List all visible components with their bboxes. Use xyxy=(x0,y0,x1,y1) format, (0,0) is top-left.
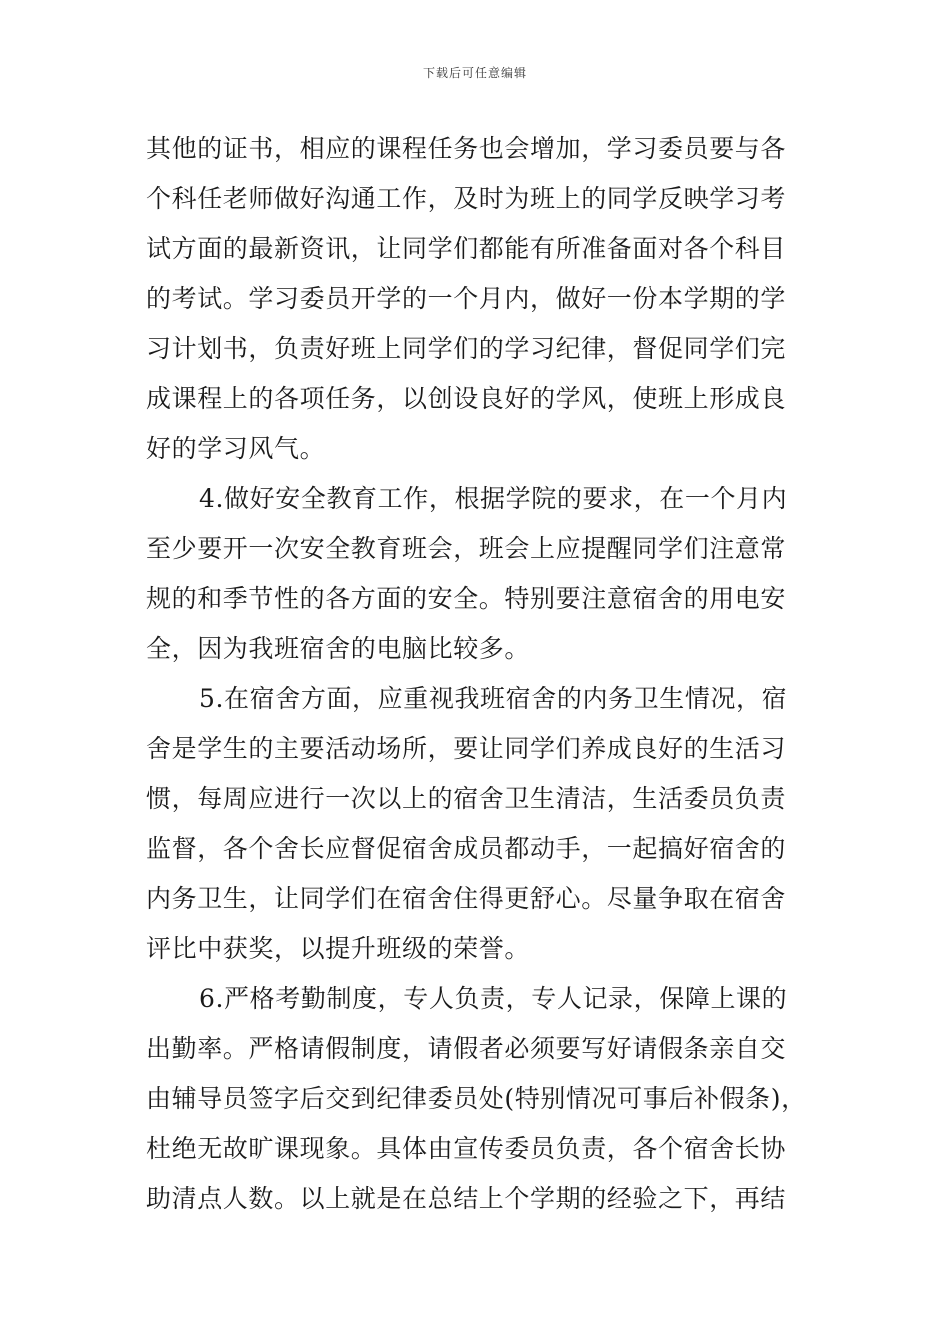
text-line: 全，因为我班宿舍的电脑比较多。 xyxy=(146,634,531,663)
text-line: 惯，每周应进行一次以上的宿舍卫生清洁，生活委员负责 xyxy=(146,784,787,813)
text-line: 由辅导员签字后交到纪律委员处(特别情况可事后补假条)， xyxy=(146,1084,807,1113)
text-line: 成课程上的各项任务，以创设良好的学风，使班上形成良 xyxy=(146,384,787,413)
text-line: 规的和季节性的各方面的安全。特别要注意宿舍的用电安 xyxy=(146,584,787,613)
paragraph-start-line: 4.做好安全教育工作，根据学院的要求，在一个月内 xyxy=(199,484,788,513)
text-line: 监督，各个舍长应督促宿舍成员都动手，一起搞好宿舍的 xyxy=(146,834,787,863)
text-line: 杜绝无故旷课现象。具体由宣传委员负责，各个宿舍长协 xyxy=(146,1134,787,1163)
text-line: 助清点人数。以上就是在总结上个学期的经验之下，再结 xyxy=(146,1184,787,1213)
text-line: 评比中获奖，以提升班级的荣誉。 xyxy=(146,934,531,963)
document-body xyxy=(146,124,810,1224)
paragraph-start-line: 5.在宿舍方面，应重视我班宿舍的内务卫生情况，宿 xyxy=(199,684,788,713)
text-line: 其他的证书，相应的课程任务也会增加，学习委员要与各 xyxy=(146,134,787,163)
text-line: 的考试。学习委员开学的一个月内，做好一份本学期的学 xyxy=(146,284,787,313)
text-line: 出勤率。严格请假制度，请假者必须要写好请假条亲自交 xyxy=(146,1034,787,1063)
text-line: 习计划书，负责好班上同学们的学习纪律，督促同学们完 xyxy=(146,334,787,363)
text-line: 舍是学生的主要活动场所，要让同学们养成良好的生活习 xyxy=(146,734,787,763)
text-line: 试方面的最新资讯，让同学们都能有所准备面对各个科目 xyxy=(146,234,787,263)
paragraph-start-line: 6.严格考勤制度，专人负责，专人记录，保障上课的 xyxy=(199,984,788,1013)
text-line: 好的学习风气。 xyxy=(146,434,326,463)
page-header: 下载后可任意编辑 xyxy=(422,66,527,80)
text-line: 个科任老师做好沟通工作，及时为班上的同学反映学习考 xyxy=(146,184,787,213)
text-line: 内务卫生，让同学们在宿舍住得更舒心。尽量争取在宿舍 xyxy=(146,884,787,913)
text-line: 至少要开一次安全教育班会，班会上应提醒同学们注意常 xyxy=(146,534,787,563)
